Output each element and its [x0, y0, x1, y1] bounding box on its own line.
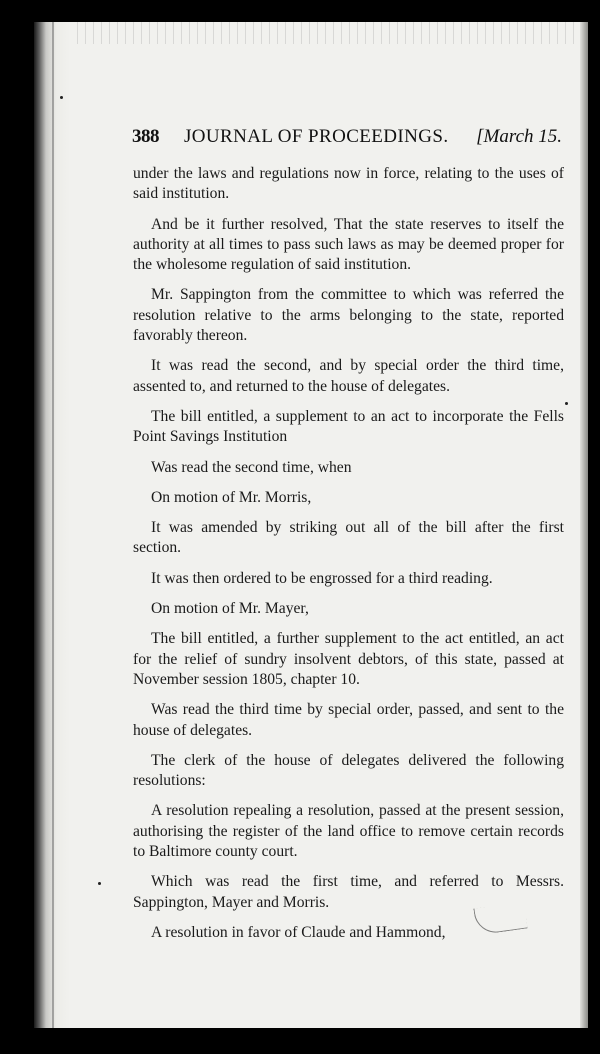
paragraph-committee-report: Mr. Sappington from the committee to which was referred the resolution relative to the arms belonging to the state, reported favorably thereon.	[133, 286, 564, 345]
paragraph-motion-morris: On motion of Mr. Morris,	[151, 488, 312, 506]
page-top-texture	[70, 22, 588, 44]
paragraph-bill-fells-point: The bill entitled, a supplement to an act to incorporate the Fells Point Savings Institution	[133, 407, 564, 446]
paragraph-read-second-time: Was read the second time, when	[151, 458, 352, 476]
ink-speck	[60, 96, 63, 99]
paragraph-resolution-claude-hammond: A resolution in favor of Claude and Hammond,	[151, 923, 446, 941]
paragraph-resolution: And be it further resolved, That the state reserves to itself the authority at all times to pass such laws as may be deemed proper for the wholesome regulation of said institution.	[133, 215, 564, 274]
paragraph-bill-insolvent-debtors: The bill entitled, a further supplement to the act entitled, an act for the relief of sundry insolvent debtors, of this state, passed at November session 1805, chapter 10.	[133, 630, 564, 688]
paragraph-amended: It was amended by striking out all of the bill after the first section.	[133, 519, 564, 557]
page-right-edge	[580, 22, 588, 1028]
running-head: JOURNAL OF PROCEEDINGS.	[184, 126, 449, 147]
binding-crease	[52, 22, 54, 1028]
paragraph-continuation: under the laws and regulations now in force, relating to the uses of said institution.	[133, 165, 564, 203]
page-header	[132, 126, 564, 156]
paragraph-read-third-time: Was read the third time by special order, passed, and sent to the house of delegates.	[133, 701, 564, 739]
body-text	[133, 164, 564, 953]
paragraph-read-second: It was read the second, and by special order the third time, assented to, and returned to the house of delegates.	[133, 357, 564, 395]
ink-speck	[565, 402, 568, 405]
paragraph-engrossed: It was then ordered to be engrossed for a third reading.	[151, 569, 493, 587]
header-date: [March 15.	[476, 126, 562, 147]
ink-speck	[98, 882, 101, 885]
paragraph-referred: Which was read the first time, and referred to Messrs. Sappington, Mayer and Morris.	[133, 873, 564, 911]
page-number: 388	[132, 126, 159, 147]
paragraph-clerk-delivered: The clerk of the house of delegates delivered the following resolutions:	[133, 751, 564, 790]
paragraph-resolution-repealing: A resolution repealing a resolution, passed at the present session, authorising the register of the land office to remove certain records to Baltimore county court.	[133, 802, 564, 861]
paragraph-motion-mayer: On motion of Mr. Mayer,	[151, 600, 309, 618]
